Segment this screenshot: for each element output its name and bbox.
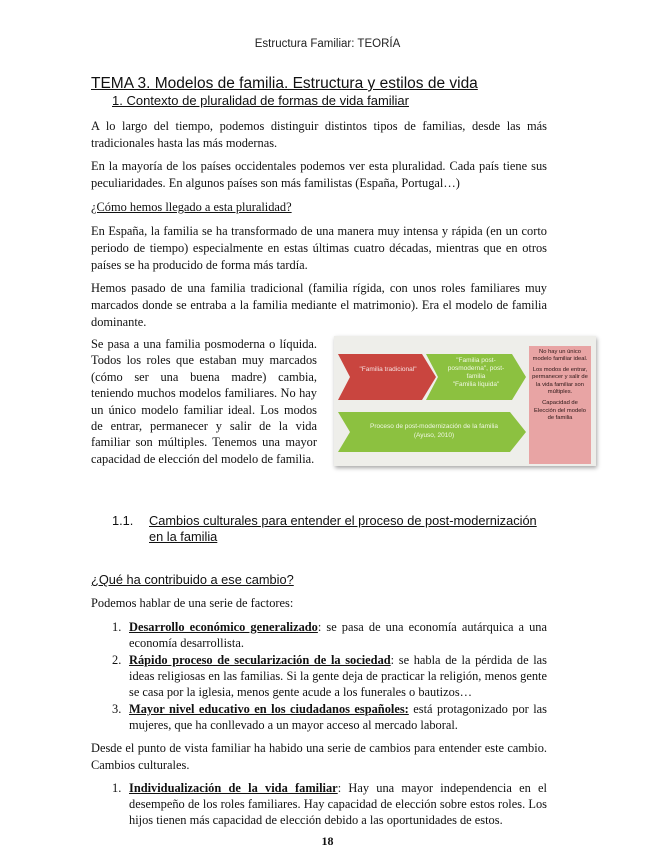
paragraph-intro: A lo largo del tiempo, podemos distinguir distintos tipos de familias, desde las más tradicionales hasta las más modernas. (91, 119, 547, 150)
list-item (91, 701, 547, 733)
page-number: 18 (321, 834, 334, 848)
list-item-number: 1. (112, 620, 122, 634)
list-item-description: : Hay una mayor independencia en el desempeño de los roles familiares. Hay capacidad de elección sobre estos roles. Los hijos tienen más capacidad de elección debido a las oportunidades de estos. (129, 781, 547, 827)
arrow-traditional-label: "Familia tradicional" (359, 366, 417, 373)
list-item (91, 652, 547, 700)
subsection-number: 1.1. (112, 513, 134, 528)
subsection-text: Cambios culturales para entender el proceso de post-modernización en la familia (149, 513, 537, 544)
paragraph-liquid-family: Se pasa a una familia posmoderna o líquida. Todos los roles que estaban muy marcados (cómo ser una buena madre) cambia, teniendo muchos modelos familiares. No hay un único modelo familiar ideal. Los modos de entrar, permanecer y salir de la vida familiar son múltiples. Tenemos una mayor capacidad de elección del modelo de familia. (91, 337, 317, 466)
paragraph-traditional: Hemos pasado de una familia tradicional (familia rígida, con unos roles familiares muy marcados donde se entraba a la familia mediante el matrimonio). Era el modelo de familia dominante. (91, 281, 547, 329)
section-title: TEMA 3. Modelos de familia. Estructura y estilos de vida (91, 75, 478, 92)
list-item (91, 780, 547, 828)
question-heading-1: ¿Cómo hemos llegado a esta pluralidad? (91, 200, 292, 214)
list-item-description: está protagonizado por las mujeres, que ha conllevado a un mayor acceso al mercado laboral. (129, 702, 548, 732)
list-item-term: Rápido proceso de secularización de la sociedad (129, 653, 391, 667)
list-item-term: Mayor nivel educativo en los ciudadanos españoles: (129, 702, 409, 716)
cultural-changes-list (91, 780, 547, 829)
paragraph-cultural-changes: Desde el punto de vista familiar ha habido una serie de cambios para entender este cambio. Cambios culturales. (91, 741, 547, 772)
list-item-number: 3. (112, 702, 122, 716)
paragraph-spain: En España, la familia se ha transformado de una manera muy intensa y rápida (en un corto periodo de tiempo) especialmente en estas últimas cuatro décadas, mientras que en otros países se ha producido de forma más tardía. (91, 224, 547, 272)
arrow-postmodern-label: "Familia post-posmoderna", post-familia "Familia líquida" (447, 357, 505, 388)
list-item-term: Individualización de la vida familiar (129, 781, 338, 795)
paragraph-factors: Podemos hablar de una serie de factores: (91, 596, 294, 610)
subsection-title: 1. Contexto de pluralidad de formas de vida familiar (112, 93, 409, 108)
list-item-number: 2. (112, 653, 122, 667)
arrow-traditional (338, 354, 436, 400)
factors-list (91, 619, 547, 734)
summary-box-text: No hay un único modelo familiar ideal. Los modos de entrar, permanecer y salir de la vida familiar son múltiples. Capacidad de Elección del modelo de familia (532, 349, 588, 422)
list-item-term: Desarrollo económico generalizado (129, 620, 318, 634)
list-item-description: : se pasa de una economía autárquica a una economía desarrollista. (129, 620, 547, 650)
arrow-process-label: Proceso de post-modernización de la familia (Ayuso, 2010) (370, 423, 498, 439)
postmodernization-diagram (334, 336, 596, 466)
list-item (91, 619, 547, 651)
list-item-number: 1. (112, 781, 122, 795)
list-item-description: : se habla de la pérdida de las ideas religiosas en las familias. Si la gente deja de practicar la religión, menos gente se casa por la iglesia, menos gente acude a los funerales o bautizos… (129, 653, 548, 699)
page-header: Estructura Familiar: TEORÍA (254, 38, 401, 50)
paragraph-plurality: En la mayoría de los países occidentales podemos ver esta pluralidad. Cada país tiene sus peculiaridades. En algunos países son más familistas (España, Portugal…) (91, 159, 547, 190)
question-heading-2: ¿Qué ha contribuido a ese cambio? (91, 572, 294, 587)
